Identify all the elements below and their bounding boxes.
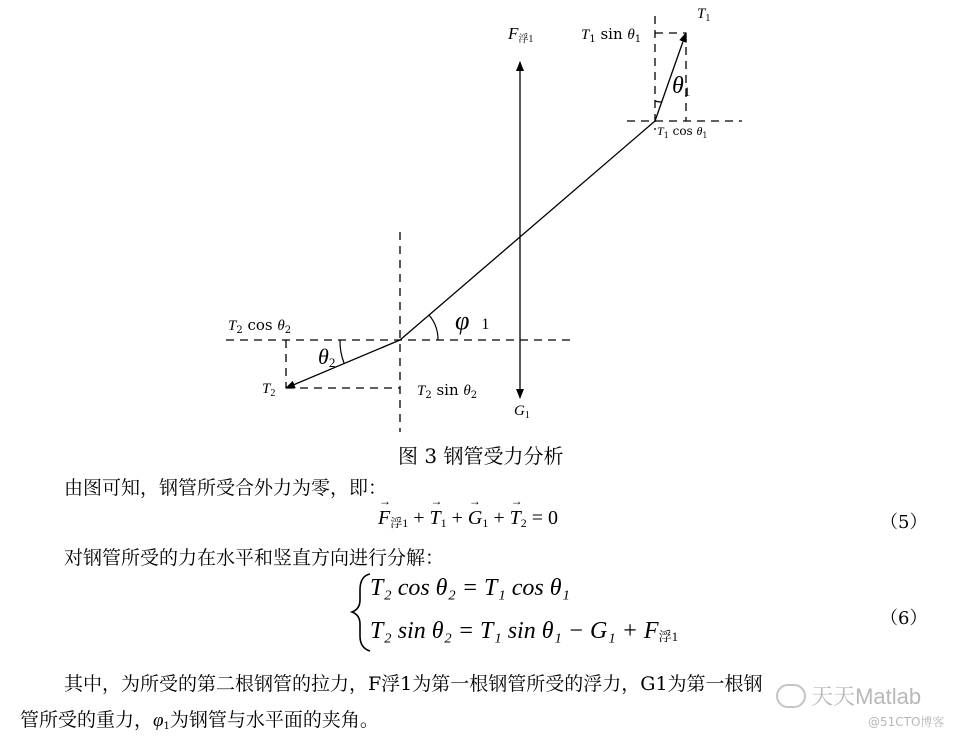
phi1-angle-arc (429, 315, 438, 340)
label-t2-cos-theta2: $T_2$ $\cos \theta_2$ (228, 316, 292, 336)
label-t1-cos-theta1: $T_1$ $\cos \theta_1$ (657, 124, 708, 140)
t2-arrow (286, 340, 400, 388)
theta2-angle-arc (340, 340, 344, 363)
label-theta1: $\theta_1$ (672, 73, 691, 99)
label-f-float: $F_{浮1}$ (508, 24, 534, 45)
label-t2: $T_2$ (262, 381, 276, 399)
label-phi1: φ 1 (455, 306, 490, 335)
paragraph-3-line-1: 其中，为所受的第二根钢管的拉力，F浮1为第一根钢管所受的浮力，G1为第一根钢 (64, 673, 763, 695)
figure-caption: 图 3 钢管受力分析 (398, 444, 564, 468)
equation-6-line-1: T₂ cos θ₂ = T₁ cos θ₁ (370, 575, 570, 601)
label-theta2: $\theta_2$ (318, 344, 336, 370)
paragraph-1: 由图可知，钢管所受合外力为零，即： (64, 477, 388, 499)
watermark: 天天Matlab (776, 680, 921, 711)
theta1-angle-arc (655, 101, 662, 102)
equation-5: → $F_{浮1}$ + → $T_1$ + → $G_1$ + → $T_2 = 0$ (378, 507, 558, 531)
wechat-icon (776, 684, 806, 708)
equation-6-number: （6） (880, 608, 928, 629)
label-g1: $G_1$ (514, 403, 530, 421)
paragraph-3-line-2: 管所受的重力，$\varphi_1$为钢管与水平面的夹角。 (20, 709, 379, 732)
watermark-site: @51CTO博客 (868, 715, 945, 729)
label-t1: $T_1$ (697, 6, 711, 24)
label-t1-sin-theta1: $T_1$ $\sin \theta_1$ (581, 25, 642, 45)
equation-5-number: （5） (880, 512, 928, 533)
label-t2-sin-theta2: $T_2$ $\sin \theta_2$ (417, 381, 478, 401)
steel-pipe-line (400, 121, 655, 340)
paragraph-2: 对钢管所受的力在水平和竖直方向进行分解： (64, 547, 445, 569)
equation-6-line-2: T₂ sin θ₂ = T₁ $\sin \theta_1 - G_1 + F_{浮1}$ (370, 618, 679, 644)
